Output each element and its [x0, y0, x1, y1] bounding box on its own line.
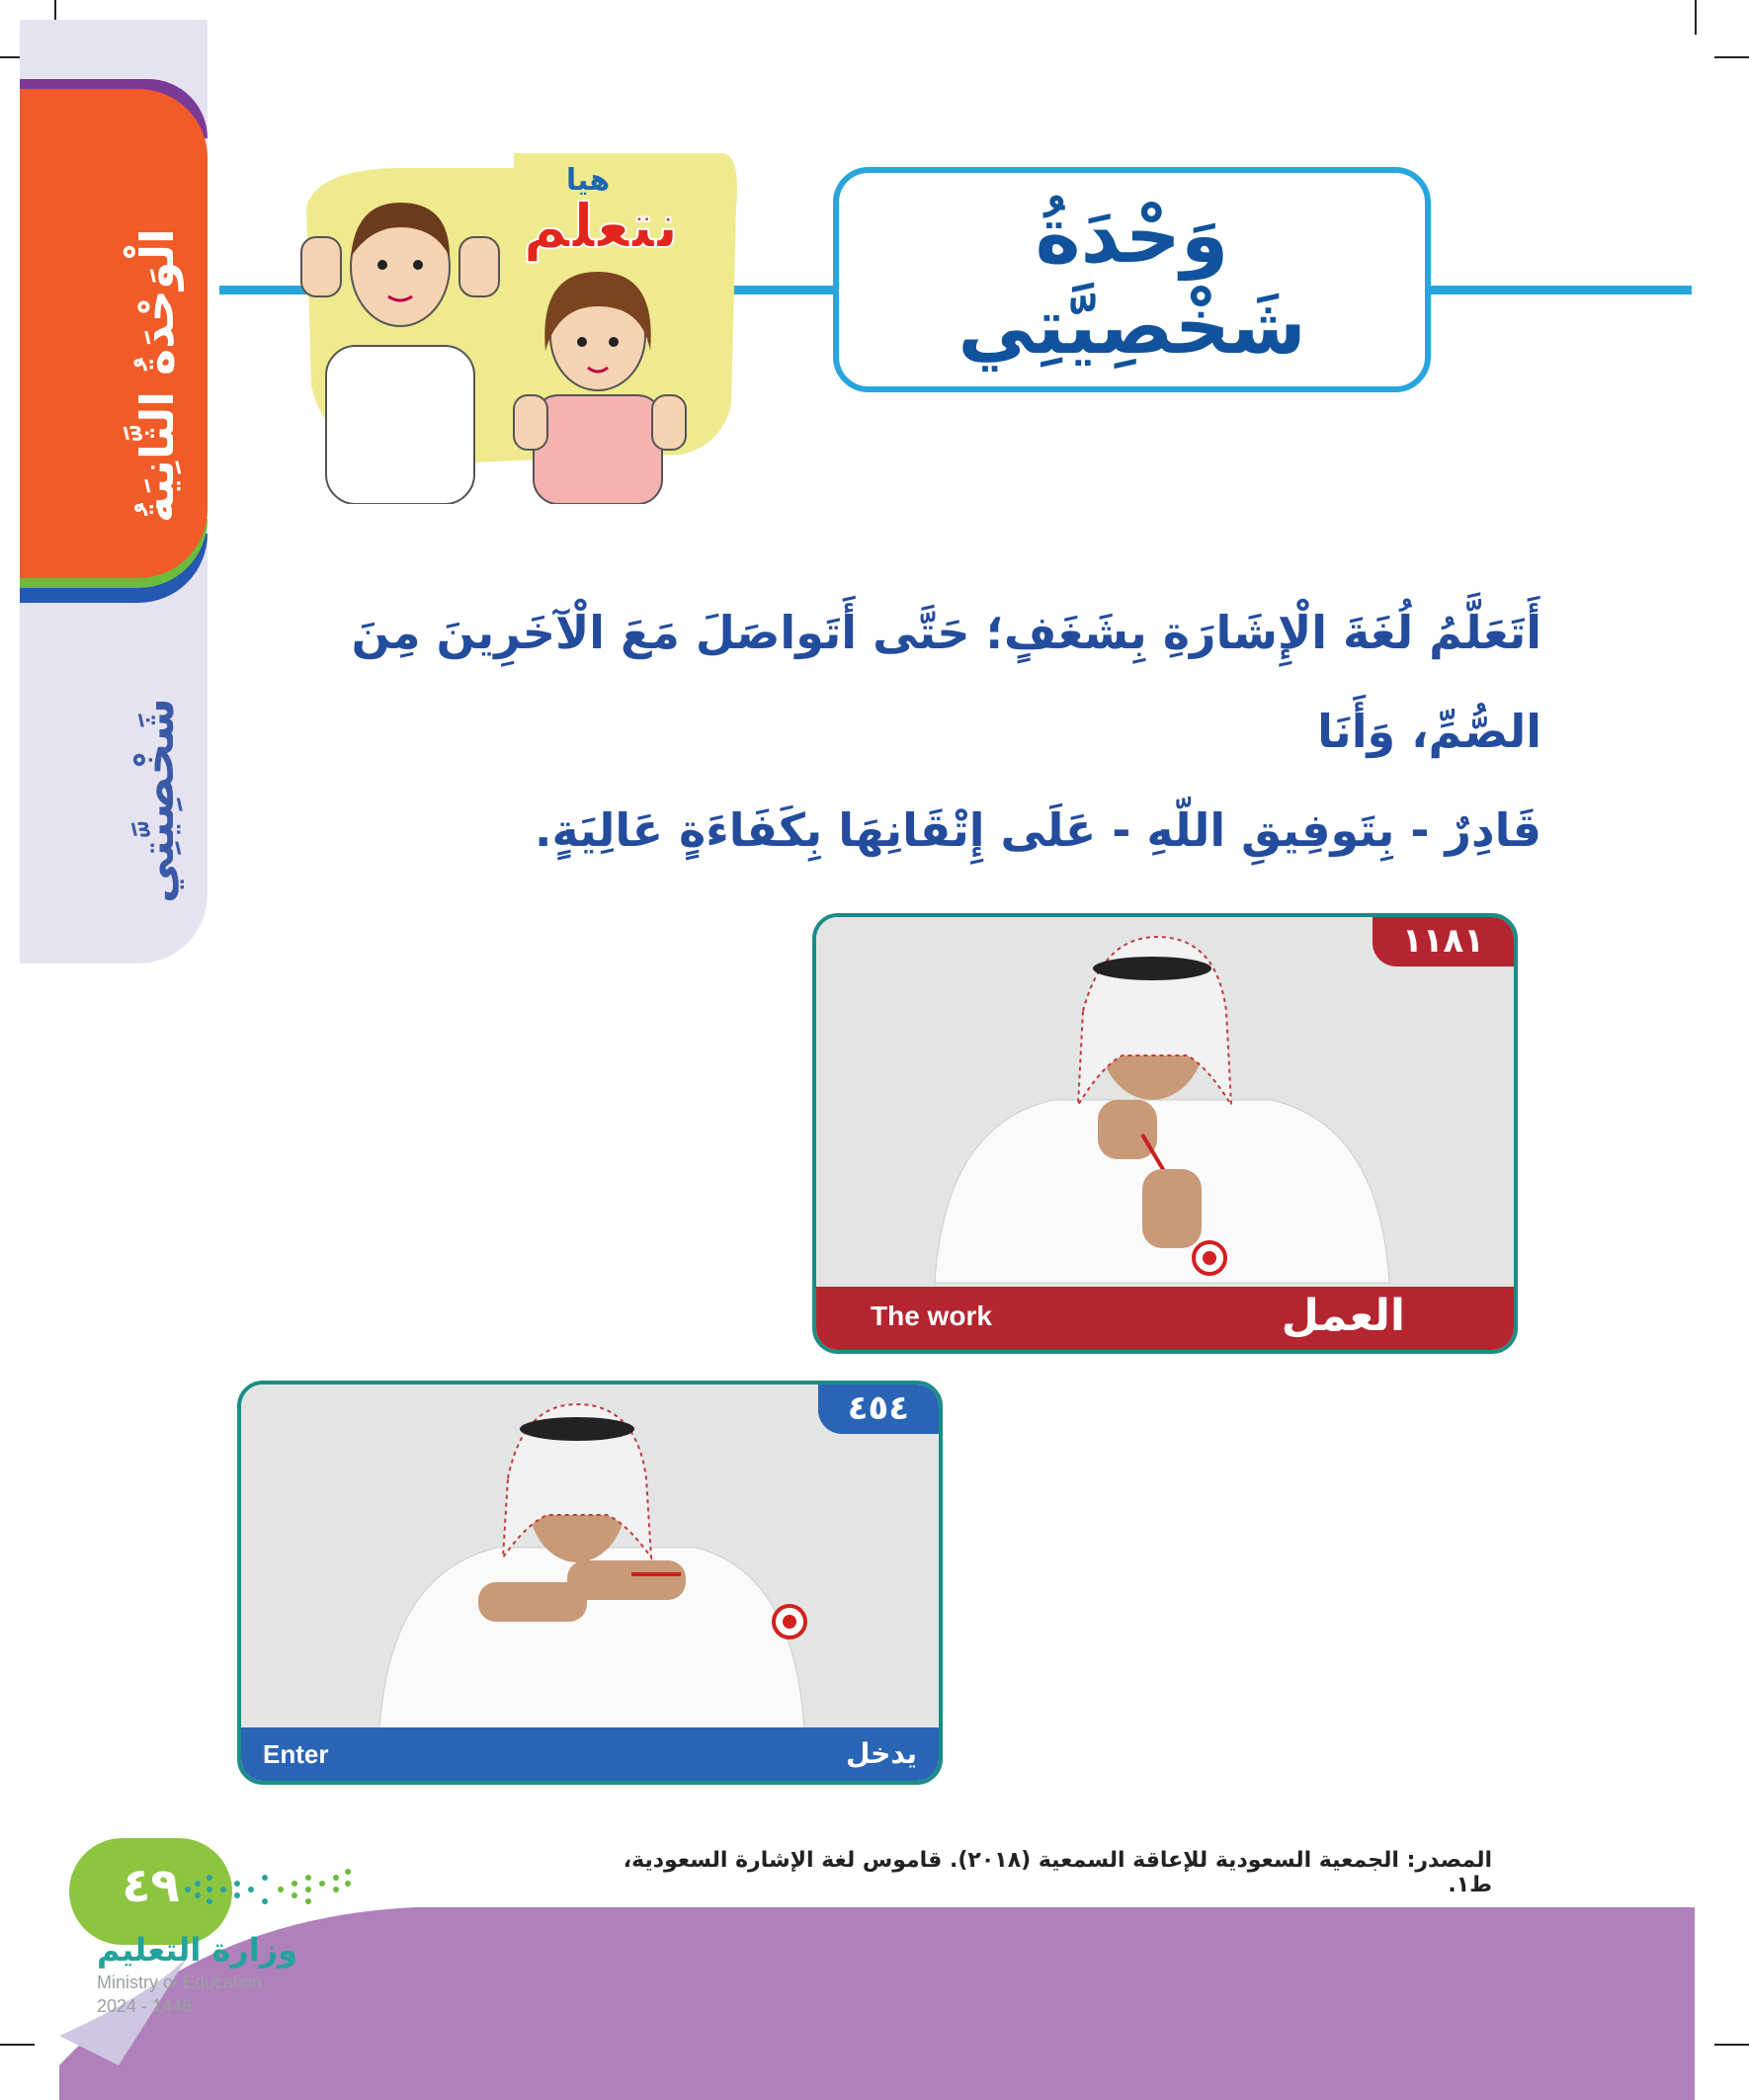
- sign-arabic-label: يدخل: [846, 1737, 917, 1770]
- intro-line-1: أَتَعَلَّمُ لُغَةَ الْإِشَارَةِ بِشَغَفٍ؛ حَتَّى أَتَواصَلَ مَعَ الْآخَرِينَ مِنَ الصُّمِّ، وَأَنَا: [351, 606, 1541, 758]
- sign-number-badge: ٤٥٤: [818, 1385, 939, 1434]
- sign-photo-enter: [241, 1385, 939, 1781]
- lets-learn-illustration: [287, 148, 741, 504]
- sign-number-badge: ١١٨١: [1373, 917, 1514, 966]
- ministry-logo-dots: [178, 1858, 356, 1921]
- title-line-1: وَحْدَةُ: [1035, 192, 1229, 281]
- intro-line-2: قَادِرٌ - بِتَوفِيقِ اللّهِ - عَلَى إِتْقَانِهَا بِكَفَاءَةٍ عَالِيَةٍ.: [534, 803, 1541, 857]
- sign-english-label: Enter: [263, 1739, 329, 1769]
- crop-mark: [1695, 0, 1697, 35]
- unit-title-label: شَخْصِيَّتِي: [130, 698, 184, 903]
- unit-number-label: الْوَحْدَةُ الثَّانِيَةُ: [130, 228, 184, 523]
- sign-caption-bar: [241, 1727, 939, 1781]
- sign-arabic-label: العمل: [1281, 1291, 1405, 1341]
- sign-caption-bar: [816, 1287, 1514, 1350]
- title-line-2: شَخْصِيَّتِي: [958, 283, 1306, 372]
- crop-mark: [1714, 56, 1749, 58]
- learn-caption: نتعلم: [523, 190, 679, 262]
- ministry-name-arabic: وزارة التعليم: [97, 1931, 298, 1969]
- ministry-name-english: Ministry of Education: [97, 1973, 263, 1992]
- sign-card-enter: [237, 1381, 943, 1785]
- unit-side-tab: [20, 20, 208, 964]
- unit-title-box: [833, 167, 1431, 392]
- sign-card-work: [812, 913, 1518, 1354]
- sign-photo-work: [816, 917, 1514, 1350]
- edition-year: 2024 - 1446: [97, 1996, 193, 2016]
- source-citation: المصدر: الجمعية السعودية للإعاقة السمعية (٢٠١٨). قاموس لغة الإشارة السعودية، ط١.: [623, 1848, 1492, 1897]
- page-number: ٤٩: [122, 1858, 180, 1913]
- sign-english-label: The work: [871, 1301, 992, 1331]
- intro-paragraph: [306, 583, 1541, 880]
- lets-caption: هيا: [565, 163, 611, 198]
